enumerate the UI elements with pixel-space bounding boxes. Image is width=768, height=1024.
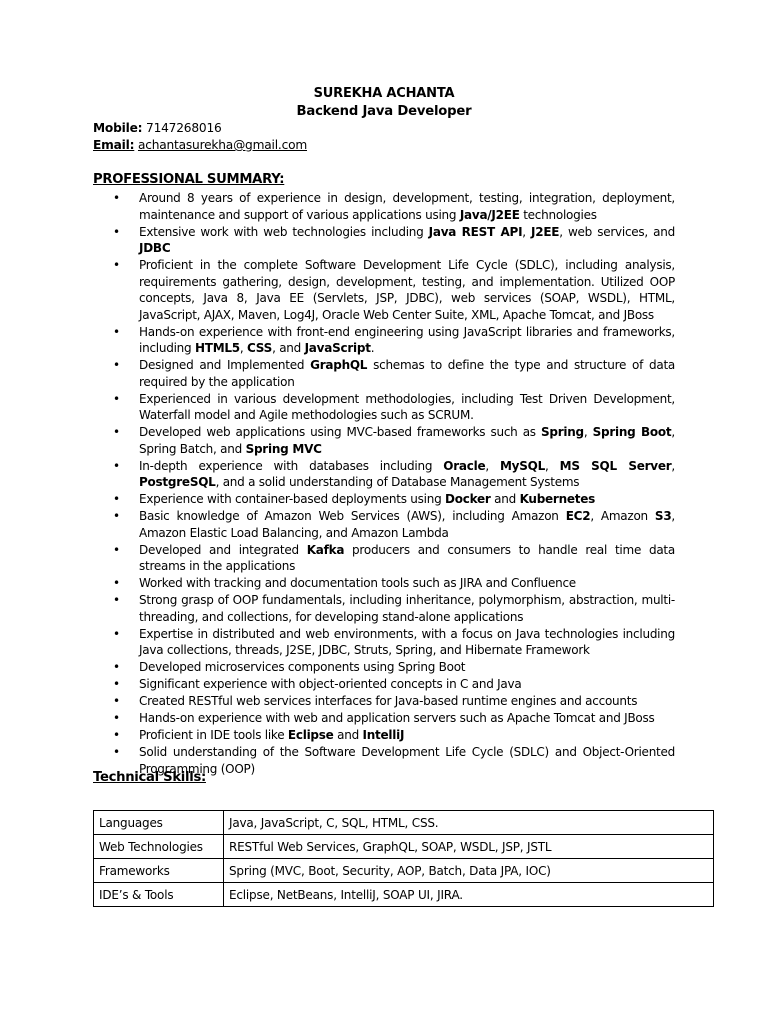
summary-text: . <box>370 341 375 355</box>
bullet-icon: • <box>113 542 120 557</box>
bullet-icon: • <box>113 728 120 742</box>
summary-list <box>93 190 675 778</box>
bullet-icon: • <box>113 391 120 406</box>
summary-text: Around 8 years of experience in design, development, testing, integration, deployment, maintenance and support of various applications using <box>139 191 675 222</box>
summary-text: , <box>485 458 500 473</box>
skill-category: Languages <box>94 811 224 835</box>
summary-text: Strong grasp of OOP fundamentals, including inheritance, polymorphism, abstraction, multi-threading, and collections, for developing stand-alone applications <box>139 593 675 624</box>
summary-item <box>93 542 675 575</box>
summary-item <box>93 508 675 541</box>
summary-keyword: JavaScript <box>304 341 371 355</box>
summary-text: , Amazon Elastic Load Balancing, and Amazon Lambda <box>139 509 675 540</box>
bullet-icon: • <box>113 324 120 339</box>
bullet-icon: • <box>113 626 120 641</box>
skills-row <box>94 811 714 835</box>
summary-text: Hands-on experience with front-end engineering using JavaScript libraries and frameworks, including <box>139 324 675 355</box>
summary-text: , <box>583 425 593 439</box>
technical-skills-heading: Technical Skills: <box>93 770 206 785</box>
summary-keyword: EC2 <box>565 509 591 523</box>
summary-item <box>93 659 675 676</box>
bullet-icon: • <box>113 509 120 523</box>
summary-text: and <box>333 728 363 742</box>
summary-text: , and a solid understanding of Database Management Systems <box>215 475 580 489</box>
candidate-role: Backend Java Developer <box>296 104 472 119</box>
summary-text: and <box>490 492 520 506</box>
summary-item <box>93 357 675 390</box>
summary-keyword: Docker <box>445 492 491 506</box>
bullet-icon: • <box>113 711 120 725</box>
summary-text: Experienced in various development methodologies, including Test Driven Development, Waterfall model and Agile methodologies such as SCRUM. <box>139 391 675 422</box>
summary-item <box>93 592 675 625</box>
bullet-icon: • <box>113 358 120 372</box>
summary-text: Designed and Implemented <box>139 358 311 372</box>
summary-text: Developed and integrated <box>139 542 307 557</box>
bullet-icon: • <box>113 694 120 708</box>
summary-item <box>93 424 675 457</box>
skills-table <box>93 810 714 907</box>
summary-item <box>93 575 675 592</box>
summary-keyword: PostgreSQL <box>139 475 216 489</box>
summary-keyword: IntelliJ <box>362 728 405 742</box>
email-value[interactable]: achantasurekha@gmail.com <box>137 138 308 152</box>
summary-keyword: J2EE <box>531 224 560 239</box>
bullet-icon: • <box>113 576 120 590</box>
skill-category: Web Technologies <box>94 835 224 859</box>
summary-text: Hands-on experience with web and application servers such as Apache Tomcat and JBoss <box>139 711 655 725</box>
summary-text: Basic knowledge of Amazon Web Services (AWS), including Amazon <box>139 509 566 523</box>
summary-text: In-depth experience with databases including <box>139 458 444 473</box>
mobile-value: 7147268016 <box>146 121 222 135</box>
summary-keyword: Spring <box>540 425 584 439</box>
summary-keyword: MySQL <box>499 458 545 473</box>
summary-item <box>93 190 675 223</box>
summary-item <box>93 676 675 693</box>
summary-text: Experience with container-based deployments using <box>139 492 446 506</box>
bullet-icon: • <box>113 425 120 439</box>
summary-item <box>93 693 675 710</box>
summary-keyword: Java/J2EE <box>459 207 520 222</box>
summary-keyword: Oracle <box>443 458 486 473</box>
skill-values: Spring (MVC, Boot, Security, AOP, Batch, Data JPA, IOC) <box>224 859 714 883</box>
summary-text: Solid understanding of the Software Development Life Cycle (SDLC) and Object-Oriented Programming (OOP) <box>139 745 675 776</box>
summary-item <box>93 257 675 323</box>
summary-keyword: Spring MVC <box>245 441 322 456</box>
bullet-icon: • <box>113 191 120 205</box>
skill-category: IDE’s & Tools <box>94 883 224 907</box>
summary-text: , <box>545 458 560 473</box>
candidate-name: SUREKHA ACHANTA <box>313 86 455 101</box>
bullet-icon: • <box>113 258 120 272</box>
professional-summary-heading: PROFESSIONAL SUMMARY: <box>93 172 285 187</box>
bullet-icon: • <box>113 492 120 506</box>
bullet-icon: • <box>113 745 120 759</box>
bullet-icon: • <box>113 660 120 674</box>
summary-item <box>93 458 675 491</box>
summary-keyword: Java REST API <box>428 224 523 239</box>
summary-keyword: Spring Boot <box>592 425 672 439</box>
summary-keyword: HTML5 <box>194 341 240 355</box>
bullet-icon: • <box>113 593 120 607</box>
summary-keyword: Kafka <box>306 542 345 557</box>
bullet-icon: • <box>113 224 120 239</box>
summary-text: , Spring Batch, and <box>139 425 675 456</box>
summary-keyword: GraphQL <box>310 358 368 372</box>
bullet-icon: • <box>113 458 120 473</box>
summary-text: Proficient in IDE tools like <box>139 728 288 742</box>
summary-text: producers and consumers to handle real time data streams in the applications <box>139 542 675 573</box>
skill-values: RESTful Web Services, GraphQL, SOAP, WSDL, JSP, JSTL <box>224 835 714 859</box>
summary-item <box>93 491 675 508</box>
summary-item <box>93 224 675 257</box>
summary-item <box>93 391 675 424</box>
summary-text: Created RESTful web services interfaces for Java-based runtime engines and accounts <box>139 694 638 708</box>
skill-values: Eclipse, NetBeans, IntelliJ, SOAP UI, JIRA. <box>224 883 714 907</box>
bullet-icon: • <box>113 677 120 691</box>
skill-values: Java, JavaScript, C, SQL, HTML, CSS. <box>224 811 714 835</box>
skills-row <box>94 883 714 907</box>
summary-keyword: Eclipse <box>287 728 334 742</box>
summary-text: Proficient in the complete Software Development Life Cycle (SDLC), including analysis, requirements gathering, design, development, testing, and implementation. Utilized OOP concepts, Java 8, Java EE (Servlets, JSP, JDBC), web services (SOAP, WSDL), HTML, JavaScript, AJAX, Maven, Log4J, Oracle Web Center Suite, XML, Apache Tomcat, and JBoss <box>139 258 675 322</box>
summary-text: , <box>239 341 248 355</box>
mobile-label: Mobile: <box>93 121 143 135</box>
summary-text: technologies <box>519 207 597 222</box>
skills-row <box>94 859 714 883</box>
skills-row <box>94 835 714 859</box>
summary-item <box>93 727 675 744</box>
summary-text: Worked with tracking and documentation tools such as JIRA and Confluence <box>139 576 576 590</box>
summary-text: Expertise in distributed and web environments, with a focus on Java technologies including Java collections, threads, J2SE, JDBC, Struts, Spring, and Hibernate Framework <box>139 626 675 657</box>
summary-text: Extensive work with web technologies including <box>139 224 429 239</box>
summary-keyword: JDBC <box>139 241 171 255</box>
summary-text: , and <box>272 341 305 355</box>
summary-text: , Amazon <box>590 509 655 523</box>
summary-text: , web services, and <box>559 224 675 239</box>
summary-text: , <box>522 224 532 239</box>
summary-keyword: Kubernetes <box>519 492 596 506</box>
summary-keyword: S3 <box>654 509 672 523</box>
summary-text: , <box>671 458 675 473</box>
summary-keyword: CSS <box>247 341 273 355</box>
email-line <box>93 138 307 152</box>
summary-text: Developed web applications using MVC-based frameworks such as <box>139 425 541 439</box>
summary-item <box>93 324 675 357</box>
mobile-line <box>93 121 222 135</box>
summary-item <box>93 710 675 727</box>
summary-text: Developed microservices components using Spring Boot <box>139 660 466 674</box>
summary-text: schemas to define the type and structure of data required by the application <box>139 358 676 389</box>
summary-item <box>93 626 675 659</box>
skill-category: Frameworks <box>94 859 224 883</box>
summary-keyword: MS SQL Server <box>559 458 672 473</box>
summary-text: Significant experience with object-oriented concepts in C and Java <box>139 677 522 691</box>
email-label: Email: <box>93 138 135 152</box>
